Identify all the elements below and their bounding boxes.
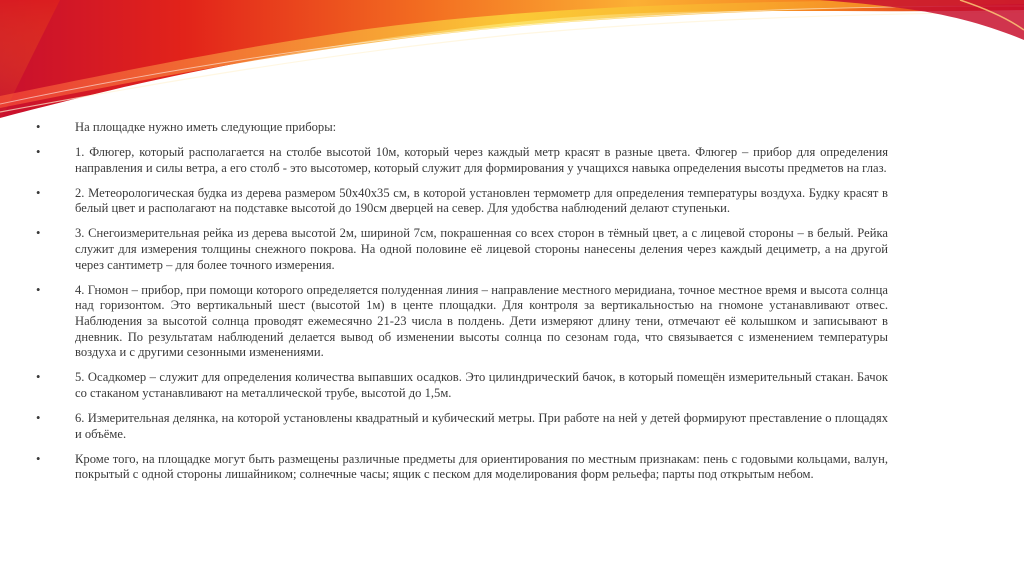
list-item	[36, 370, 888, 401]
list-item-text: 1. Флюгер, который располагается на столбе высотой 10м, который через каждый метр красят в разные цвета. Флюгер – прибор для определения направления и силы ветра, а его столб - это высотомер, который служит для формирования у учащихся навыка определения высоты предметов на глаз.	[75, 145, 888, 175]
bullet-marker: •	[36, 451, 41, 466]
decorative-wave-banner	[0, 0, 1024, 130]
list-item-text: 5. Осадкомер – служит для определения количества выпавших осадков. Это цилиндрический бачок, в который помещён измерительный стакан. Бачок со стаканом устанавливают на металлической трубе, высотой до 1,5м.	[75, 370, 888, 400]
bullet-marker: •	[36, 185, 41, 200]
bullet-marker: •	[36, 282, 41, 297]
bullet-marker: •	[36, 370, 41, 385]
list-item	[36, 145, 888, 176]
list-item	[36, 452, 888, 483]
list-item	[36, 226, 888, 273]
list-item-text: На площадке нужно иметь следующие приборы:	[75, 120, 337, 134]
list-item-text: Кроме того, на площадке могут быть размещены различные предметы для ориентирования по местным признакам: пень с годовыми кольцами, валун, покрытый с одной стороны лишайником; солнечные часы; ящик с песком для моделирования форм рельефа; парты под открытым небом.	[75, 451, 888, 482]
list-item-text: 3. Снегоизмерительная рейка из дерева высотой 2м, шириной 7см, покрашенная со всех сторон в тёмный цвет, а с лицевой стороны – в белый. Рейка служит для измерения толщины снежного покрова. На одной половине её лицевой стороны нанесены деления через каждый дециметр, а на другой через сантиметр – для более точного измерения.	[75, 226, 888, 272]
list-item	[36, 411, 888, 442]
bullet-marker: •	[36, 226, 41, 241]
list-item	[36, 186, 888, 217]
list-item	[36, 283, 888, 361]
list-item-text: 2. Метеорологическая будка из дерева размером 50х40х35 см, в которой установлен термометр для определения температуры воздуха. Будку красят в белый цвет и располагают на подставке высотой до 190см дверцей на север. Для удобства наблюдений делают ступеньки.	[75, 185, 888, 216]
bullet-marker: •	[36, 145, 41, 160]
list-item-text: 6. Измерительная делянка, на которой установлены квадратный и кубический метры. При работе на ней у детей формируют преставление о площадях и объёме.	[75, 410, 888, 441]
bullet-marker: •	[36, 120, 41, 134]
list-item-text: 4. Гномон – прибор, при помощи которого определяется полуденная линия – направление местного меридиана, точное местное время и высота солнца над горизонтом. Это вертикальный шест (высотой 1м) в центе площадки. Для контроля за вертикальностью на гномоне устанавливают отвес. Наблюдения за высотой солнца проводят ежемесячно 21-23 числа в полдень. Дети измеряют длину тени, отмечают её колышком и записывают в дневник. По результатам наблюдений делается вывод об изменении высоты солнца по сезонам года, что связывается с изменением температуры воздуха и с другими сезонными изменениями.	[75, 282, 888, 360]
bullet-marker: •	[36, 410, 41, 425]
list-item	[36, 120, 888, 136]
bullet-list	[36, 120, 888, 492]
